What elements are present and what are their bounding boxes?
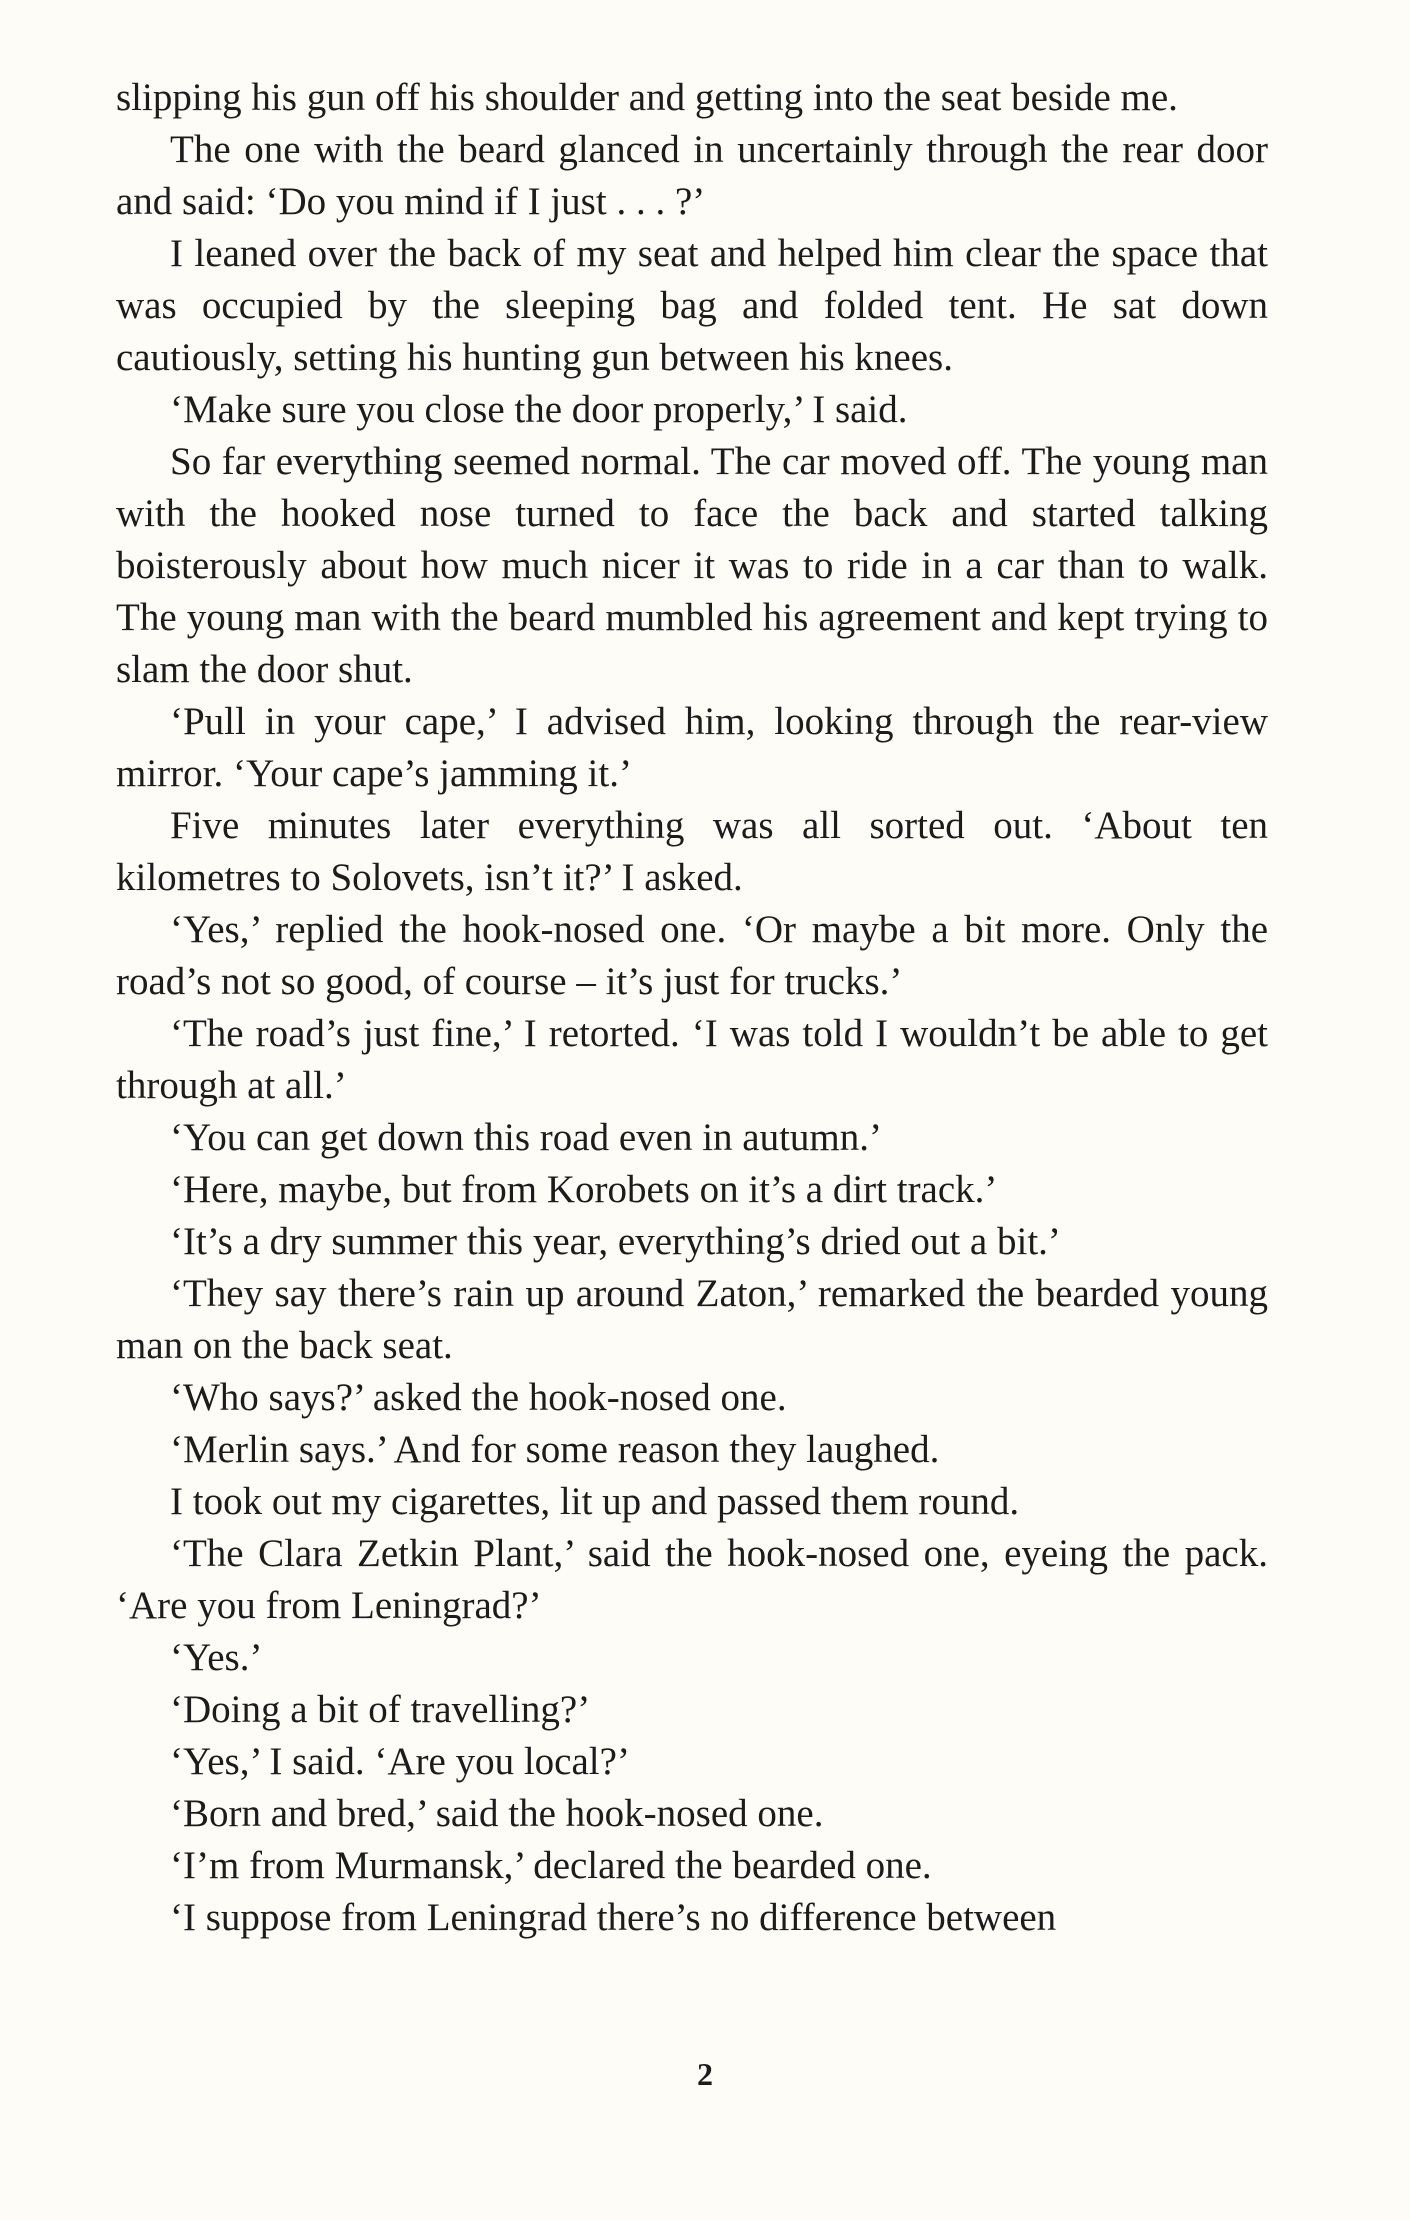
paragraph-1: slipping his gun off his shoulder and getting into the seat beside me. <box>116 76 1178 119</box>
paragraph-23: ‘I suppose from Leningrad there’s no difference between <box>170 1896 1057 1939</box>
paragraph-4: ‘Make sure you close the door properly,’ I said. <box>170 388 908 431</box>
paragraph-7: Five minutes later everything was all sorted out. ‘About ten kilometres to Solovets, isn’t it?’ I asked. <box>116 804 1268 899</box>
paragraph-15: ‘Merlin says.’ And for some reason they laughed. <box>170 1428 940 1471</box>
paragraph-11: ‘Here, maybe, but from Korobets on it’s a dirt track.’ <box>170 1168 998 1211</box>
paragraph-21: ‘Born and bred,’ said the hook-nosed one. <box>170 1792 824 1835</box>
paragraph-2: The one with the beard glanced in uncertainly through the rear door and said: ‘Do you mind if I just . . . ?’ <box>116 128 1268 223</box>
page-number: 2 <box>697 2056 713 2092</box>
paragraph-17: ‘The Clara Zetkin Plant,’ said the hook-nosed one, eyeing the pack. ‘Are you from Leningrad?’ <box>116 1532 1268 1627</box>
paragraph-12: ‘It’s a dry summer this year, everything’s dried out a bit.’ <box>170 1220 1061 1263</box>
paragraph-9: ‘The road’s just fine,’ I retorted. ‘I was told I wouldn’t be able to get through at all.’ <box>116 1012 1268 1107</box>
paragraph-19: ‘Doing a bit of travelling?’ <box>170 1688 591 1731</box>
paragraph-6: ‘Pull in your cape,’ I advised him, looking through the rear-view mirror. ‘Your cape’s jamming it.’ <box>116 700 1268 795</box>
paragraph-3: I leaned over the back of my seat and helped him clear the space that was occupied by the sleeping bag and folded tent. He sat down cautiously, setting his hunting gun between his knees. <box>116 232 1268 379</box>
paragraph-13: ‘They say there’s rain up around Zaton,’ remarked the bearded young man on the back seat. <box>116 1272 1268 1367</box>
paragraph-10: ‘You can get down this road even in autumn.’ <box>170 1116 882 1159</box>
paragraph-22: ‘I’m from Murmansk,’ declared the bearded one. <box>170 1844 932 1887</box>
paragraph-18: ‘Yes.’ <box>170 1636 263 1679</box>
paragraph-20: ‘Yes,’ I said. ‘Are you local?’ <box>170 1740 630 1783</box>
paragraph-8: ‘Yes,’ replied the hook-nosed one. ‘Or maybe a bit more. Only the road’s not so good, of course – it’s just for trucks.’ <box>116 908 1268 1003</box>
page-body <box>116 72 1268 1944</box>
paragraph-5: So far everything seemed normal. The car moved off. The young man with the hooked nose turned to face the back and started talking boisterously about how much nicer it was to ride in a car than to walk. The young man with the beard mumbled his agreement and kept trying to slam the door shut. <box>116 440 1268 691</box>
paragraph-14: ‘Who says?’ asked the hook-nosed one. <box>170 1376 787 1419</box>
paragraph-16: I took out my cigarettes, lit up and passed them round. <box>170 1480 1020 1523</box>
